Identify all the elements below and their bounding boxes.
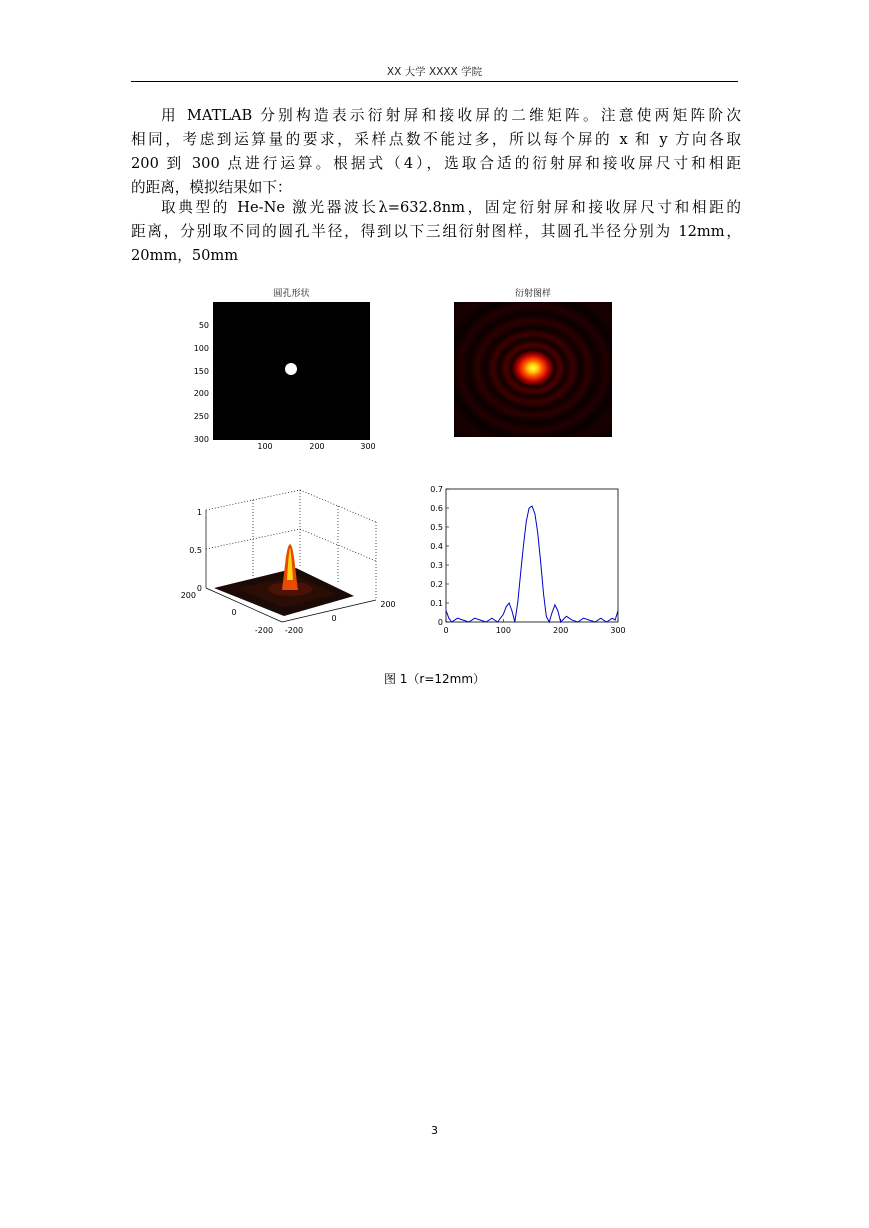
- chart-ytick-label: 0.4: [430, 542, 443, 551]
- paragraph-line: 200 到 300 点进行运算。根据式（4），选取合适的衍射屏和接收屏尺寸和相距: [131, 155, 741, 172]
- paragraph-1: [131, 104, 741, 200]
- chart-xtick-label: 200: [553, 626, 569, 635]
- chart-ytick-label: 0.2: [430, 580, 443, 589]
- chart-xtick-label: 0: [443, 626, 449, 635]
- surface-ztick: 1: [196, 508, 202, 517]
- chart-frame: [446, 489, 618, 622]
- paragraph-line: 相同，考虑到运算量的要求，采样点数不能过多，所以每个屏的 x 和 y 方向各取: [131, 131, 741, 148]
- chart-ytick-label: 0.1: [430, 599, 443, 608]
- aperture-hole: [285, 363, 297, 375]
- page-number: 3: [431, 1124, 438, 1137]
- aperture-ytick: 200: [193, 389, 209, 398]
- surface-ztick: 0: [196, 584, 202, 593]
- surface-left-tick: -200: [254, 626, 274, 635]
- aperture-ytick: 250: [193, 412, 209, 421]
- paragraph-line: 取典型的 He-Ne 激光器波长λ=632.8nm，固定衍射屏和接收屏尺寸和相距的: [161, 199, 741, 216]
- pattern-image: [454, 302, 612, 437]
- surface-right-tick: 200: [380, 600, 396, 609]
- figure-caption: 图 1（r=12mm）: [383, 672, 486, 686]
- surface-plot: [176, 484, 406, 644]
- aperture-ytick: 100: [193, 344, 209, 353]
- aperture-xtick: 300: [360, 442, 376, 451]
- pattern-title: 衍射图样: [514, 289, 551, 299]
- aperture-ytick: 50: [198, 321, 209, 330]
- chart-xtick-label: 100: [495, 626, 511, 635]
- aperture-xtick: 200: [309, 442, 325, 451]
- surface-left-tick: 200: [180, 591, 196, 600]
- chart-xtick-label: 300: [610, 626, 626, 635]
- aperture-title: 圆孔形状: [273, 289, 310, 299]
- paragraph-line: 20mm，50mm: [131, 247, 239, 264]
- aperture-ytick: 150: [193, 367, 209, 376]
- paragraph-line: 用 MATLAB 分别构造表示衍射屏和接收屏的二维矩阵。注意使两矩阵阶次: [161, 107, 741, 124]
- surface-ztick: 0.5: [189, 546, 202, 555]
- paragraph-line: 距离，分别取不同的圆孔半径，得到以下三组衍射图样，其圆孔半径分别为 12mm，: [131, 223, 741, 240]
- paragraph-2: [131, 196, 741, 268]
- paragraph-line: 的距离，模拟结果如下：: [131, 179, 292, 196]
- surface-left-tick: 0: [231, 608, 237, 617]
- chart-ytick-label: 0.7: [430, 485, 443, 494]
- diffraction-pattern: [454, 302, 612, 437]
- surface-right-tick: -200: [284, 626, 304, 635]
- chart-ytick-label: 0.6: [430, 504, 443, 513]
- chart-ytick-label: 0.5: [430, 523, 443, 532]
- aperture-xtick: 100: [257, 442, 273, 451]
- header-rule: [131, 81, 738, 82]
- surface-right-tick: 0: [331, 614, 337, 623]
- profile-chart: [420, 480, 635, 640]
- chart-ytick-label: 0: [437, 618, 443, 627]
- chart-ytick-label: 0.3: [430, 561, 443, 570]
- aperture-plot: [180, 296, 380, 456]
- page-header: XX 大学 XXXX 学院: [386, 66, 483, 78]
- aperture-ytick: 300: [193, 435, 209, 444]
